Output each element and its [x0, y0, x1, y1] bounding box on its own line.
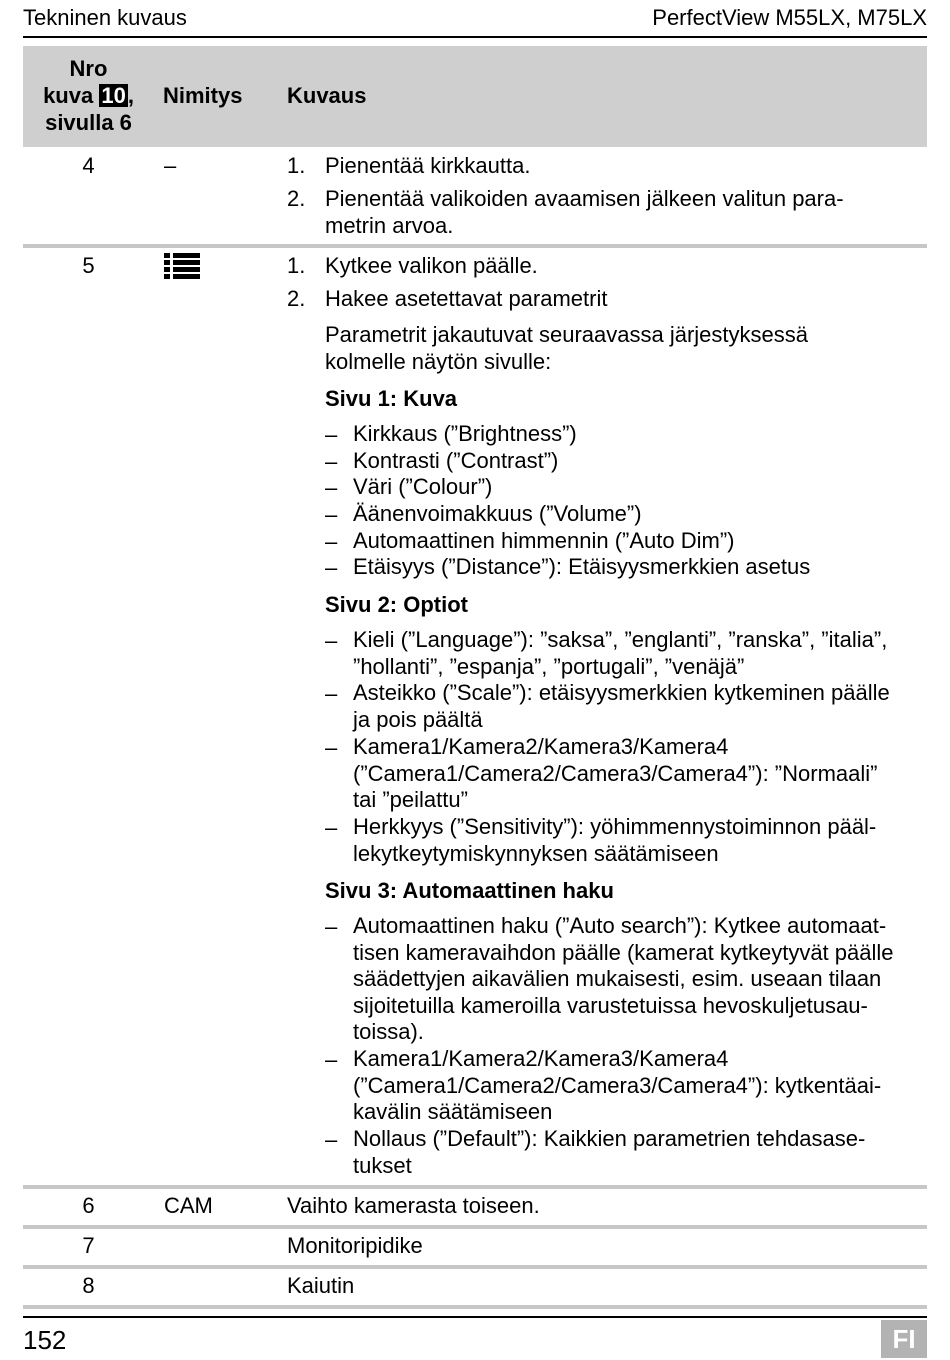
dash: – [325, 681, 338, 706]
dash: – [325, 502, 338, 527]
row4-item2-num: 2. [287, 186, 306, 211]
row5-item1-text: Kytkee valikon päälle. [325, 253, 538, 278]
line: tai ”peilattu” [353, 787, 468, 813]
page1-item: Kirkkaus (”Brightness”) [353, 421, 577, 446]
line: ja pois päältä [353, 706, 483, 732]
dash: – [325, 529, 338, 554]
row6-name: CAM [164, 1193, 213, 1218]
line: Asteikko (”Scale”): etäisyysmerkkien kytkeminen päälle [353, 680, 890, 705]
page1-item: Äänenvoimakkuus (”Volume”) [353, 501, 642, 526]
page3-item-auto-search [353, 913, 928, 1046]
row-separator [23, 1185, 927, 1189]
nro-line1: Nro [69, 56, 108, 81]
nro-line3: sivulla 6 [45, 110, 132, 135]
row7-nro: 7 [82, 1233, 95, 1258]
page1-item: Väri (”Colour”) [353, 474, 493, 499]
dash: – [325, 475, 338, 500]
page2-title: Sivu 2: Optiot [325, 592, 468, 617]
dash: – [325, 1127, 338, 1152]
list-menu-icon [164, 253, 200, 279]
row-separator [23, 1305, 927, 1309]
page2-item-camera [353, 734, 928, 814]
page3-item-default [353, 1126, 928, 1179]
header-rule [23, 36, 927, 38]
dash: – [325, 449, 338, 474]
page2-item-scale [353, 680, 928, 733]
dash: – [325, 735, 338, 760]
row5-nro: 5 [82, 253, 95, 278]
running-header-title: Tekninen kuvaus [23, 5, 187, 30]
line: tisen kameravaihdon päälle (kamerat kytkeytyvät päälle [353, 939, 894, 965]
line: Kieli (”Language”): ”saksa”, ”englanti”, ”ranska”, ”italia”, [353, 627, 888, 652]
line: toissa). [353, 1019, 424, 1045]
row5-item2-num: 2. [287, 286, 306, 311]
line: kavälin säätämiseen [353, 1099, 553, 1125]
page3-title: Sivu 3: Automaattinen haku [325, 878, 614, 903]
line: tukset [353, 1152, 412, 1178]
row4-item2-line2: metrin arvoa. [325, 213, 454, 238]
page1-item: Automaattinen himmennin (”Auto Dim”) [353, 528, 735, 553]
footer-rule [23, 1316, 927, 1318]
intro-line2: kolmelle näytön sivulle: [325, 349, 552, 374]
line: Kamera1/Kamera2/Kamera3/Kamera4 [353, 734, 729, 759]
row8-nro: 8 [82, 1273, 95, 1298]
dash: – [325, 1047, 338, 1072]
nro-line2-comma: , [127, 83, 134, 108]
intro-line1: Parametrit jakautuvat seuraavassa järjestyksessä [325, 322, 808, 347]
row7-desc: Monitoripidike [287, 1233, 423, 1258]
row5-item2-text: Hakee asetettavat parametrit [325, 286, 608, 311]
page1-item: Kontrasti (”Contrast”) [353, 448, 559, 473]
line: sijoitetuilla kameroilla varustetuissa hevoskuljetusau- [353, 992, 868, 1018]
line: Automaattinen haku (”Auto search”): Kytkee automaat- [353, 913, 887, 938]
page1-item: Etäisyys (”Distance”): Etäisyysmerkkien asetus [353, 554, 811, 579]
line: Kamera1/Kamera2/Kamera3/Kamera4 [353, 1046, 729, 1071]
row4-item1-num: 1. [287, 153, 306, 178]
line: (”Camera1/Camera2/Camera3/Camera4”): ”Normaali” [353, 760, 878, 786]
row6-nro: 6 [82, 1193, 95, 1218]
dash: – [325, 914, 338, 939]
row6-desc: Vaihto kamerasta toiseen. [287, 1193, 540, 1218]
nro-line2 [23, 82, 154, 109]
row-separator [23, 1265, 927, 1269]
table-header [23, 46, 927, 147]
row8-desc: Kaiutin [287, 1273, 355, 1298]
language-badge: FI [881, 1320, 927, 1358]
page2-item-language [353, 627, 928, 680]
row4-nro: 4 [82, 153, 95, 178]
line: Nollaus (”Default”): Kaikkien parametrien tehdasase- [353, 1126, 866, 1151]
dash: – [325, 628, 338, 653]
page-number: 152 [23, 1325, 67, 1355]
page2-item-sensitivity [353, 814, 928, 867]
running-header-product: PerfectView M55LX, M75LX [652, 5, 927, 30]
figure-number-box: 10 [101, 83, 126, 108]
page1-title: Sivu 1: Kuva [325, 386, 458, 411]
row4-item1-text: Pienentää kirkkautta. [325, 153, 531, 178]
column-header-nro [23, 55, 154, 136]
row4-item2-line1: Pienentää valikoiden avaamisen jälkeen valitun para- [325, 186, 844, 211]
row5-item1-num: 1. [287, 253, 306, 278]
dash: – [325, 815, 338, 840]
nro-line2-text: kuva [43, 83, 100, 108]
line: säädettyjen aikavälien mukaisesti, esim. useaan tilaan [353, 966, 882, 992]
line: ”hollanti”, ”espanja”, ”portugali”, ”venäjä” [353, 653, 745, 679]
column-header-nimitys: Nimitys [163, 83, 243, 108]
dash: – [325, 555, 338, 580]
line: lekytkeytymiskynnyksen säätämiseen [353, 840, 719, 866]
column-header-kuvaus: Kuvaus [287, 83, 367, 108]
row-separator [23, 1225, 927, 1229]
row-separator [23, 244, 927, 248]
line: (”Camera1/Camera2/Camera3/Camera4”): kytkentäai- [353, 1072, 882, 1098]
line: Herkkyys (”Sensitivity”): yöhimmennystoiminnon pääl- [353, 814, 877, 839]
row4-name: – [164, 153, 177, 178]
dash: – [325, 422, 338, 447]
page3-item-camera [353, 1046, 928, 1126]
